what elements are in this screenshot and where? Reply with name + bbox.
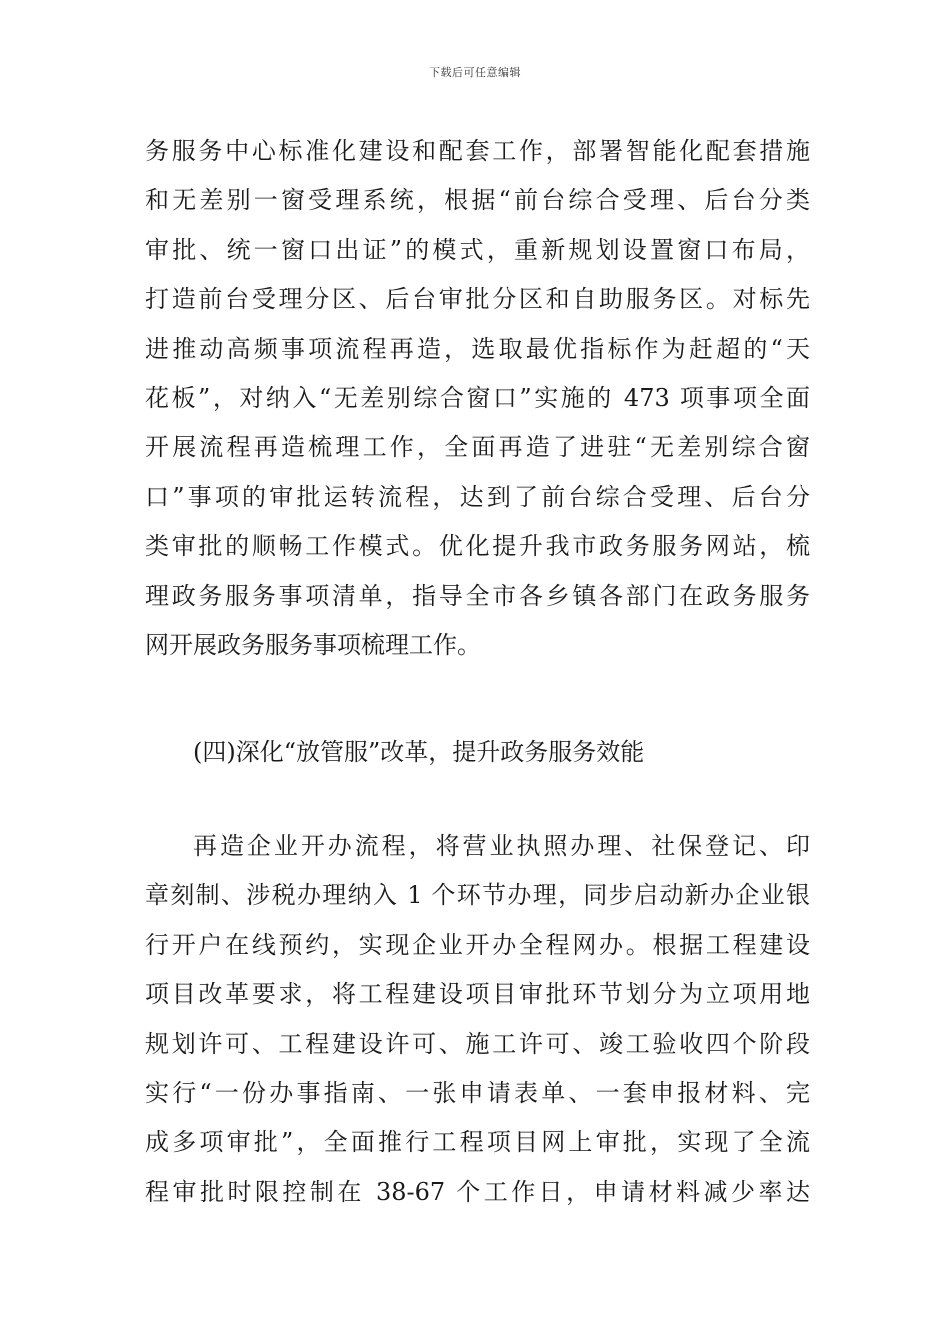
text-line: 实行“一份办事指南、一张申请表单、一套申报材料、完 — [145, 1078, 810, 1107]
text-line: 理政务服务事项清单，指导全市各乡镇各部门在政务服务 — [145, 581, 810, 610]
text-line: 务服务中心标准化建设和配套工作，部署智能化配套措施 — [145, 137, 810, 165]
text-line: 程审批时限控制在 38-67 个工作日，申请材料减少率达 — [145, 1177, 810, 1206]
text-line: 口”事项的审批运转流程，达到了前台综合受理、后台分 — [145, 482, 810, 511]
text-line: 网开展政务服务事项梳理工作。 — [145, 630, 481, 659]
text-line: 花板”，对纳入“无差别综合窗口”实施的 473 项事项全面 — [145, 383, 810, 412]
text-line: 行开户在线预约，实现企业开办全程网办。根据工程建设 — [145, 930, 810, 959]
text-line: 项目改革要求，将工程建设项目审批环节划分为立项用地 — [145, 980, 810, 1009]
text-line: 开展流程再造梳理工作，全面再造了进驻“无差别综合窗 — [145, 433, 810, 462]
text-line: 再造企业开办流程，将营业执照办理、社保登记、印 — [193, 832, 810, 860]
text-line: 审批、统一窗口出证”的模式，重新规划设置窗口布局， — [145, 235, 810, 264]
paragraph-1 — [145, 127, 810, 670]
paragraph-2 — [145, 822, 810, 1217]
text-line: 打造前台受理分区、后台审批分区和自助服务区。对标先 — [145, 285, 810, 314]
text-line: 和无差别一窗受理系统，根据“前台综合受理、后台分类 — [145, 186, 810, 215]
text-line: 规划许可、工程建设许可、施工许可、竣工验收四个阶段 — [145, 1029, 810, 1058]
text-line: 进推动高频事项流程再造，选取最优指标作为赶超的“天 — [145, 334, 810, 363]
text-line: 章刻制、涉税办理纳入 1 个环节办理，同步启动新办企业银 — [145, 881, 810, 910]
section-heading: (四)深化“放管服”改革，提升政务服务效能 — [193, 738, 645, 766]
page-header: 下载后可任意编辑 — [429, 66, 521, 79]
text-line: 成多项审批”，全面推行工程项目网上审批，实现了全流 — [145, 1128, 810, 1157]
text-line: 类审批的顺畅工作模式。优化提升我市政务服务网站，梳 — [145, 532, 810, 561]
